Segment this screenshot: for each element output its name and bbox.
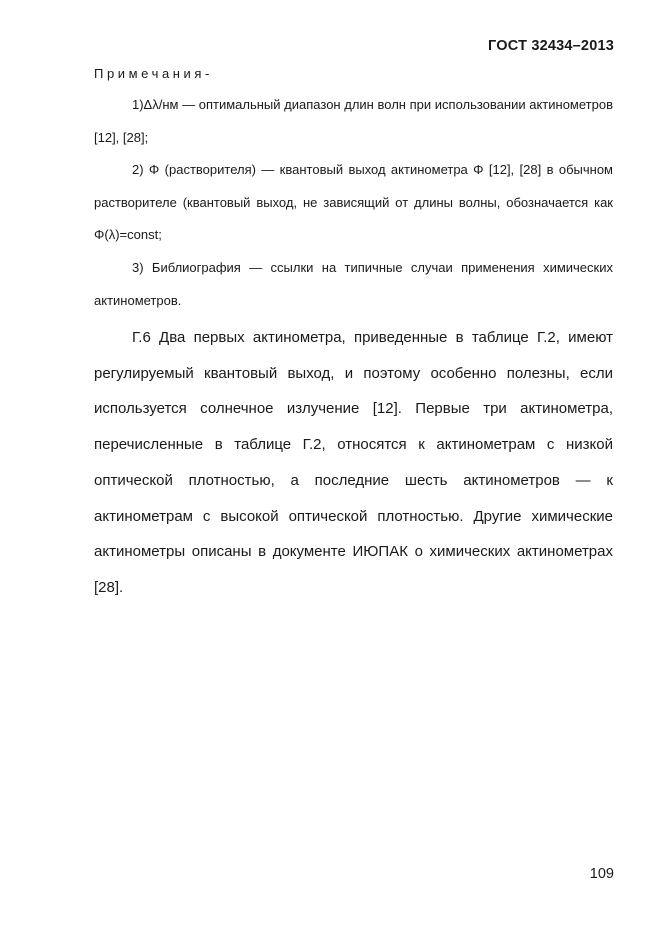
section-g6-paragraph: Г.6 Два первых актинометра, приведенные в таблице Г.2, имеют регулируемый квантовый выход, и поэтому особенно полезны, если используется солнечное излучение [12]. Первые три актинометра, перечисленные в таблице Г.2, относятся к актинометрам с низкой оптической плотностью, а последние шесть актинометров — к актинометрам с высокой оптической плотностью. Другие химические актинометры описаны в документе ИЮПАК о химических актинометрах [28]. xyxy=(94,329,613,596)
note-item-1: 1)Δλ/нм — оптимальный диапазон длин волн при использовании актинометров [12], [28]; xyxy=(94,97,613,145)
document-code: ГОСТ 32434–2013 xyxy=(488,38,614,54)
note-item-3: 3) Библиография — ссылки на типичные случаи применения химических актинометров. xyxy=(94,260,613,308)
note-item-2: 2) Φ (растворителя) — квантовый выход актинометра Φ [12], [28] в обычном растворителе (квантовый выход, не зависящий от длины волны, обозначается как Φ(λ)=const; xyxy=(94,162,613,242)
notes-title: Примечания- xyxy=(94,66,213,81)
page-number: 109 xyxy=(589,866,614,882)
